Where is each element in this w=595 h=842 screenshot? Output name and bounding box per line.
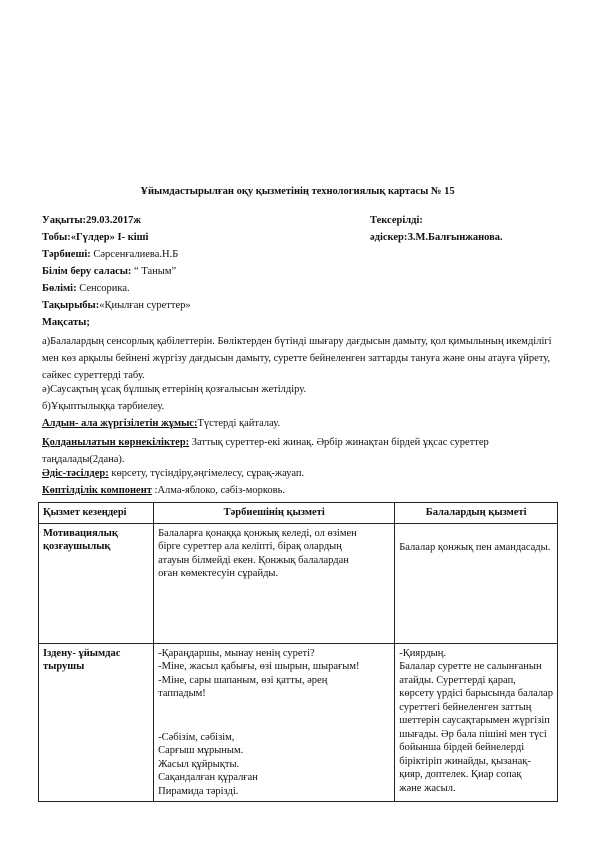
section-label: Бөлімі: [42, 283, 77, 294]
teacher-value: Сәрсенғалиева.Н.Б [90, 249, 179, 260]
children-line: Балалар суретте не салынғанын [399, 661, 542, 672]
prework-value: Түстерді қайталау. [197, 418, 281, 429]
goals-line [42, 317, 90, 328]
checked-line [370, 215, 423, 226]
children-line: шығады. Әр бала пішіні мен түсі [399, 728, 547, 740]
methods-value: көрсету, түсіндіру,әңгімелесу, сұрақ-жауап. [108, 468, 305, 479]
teacher-activity-cell [154, 523, 395, 643]
teacher-line: оған көмектесуін сұрайды. [158, 568, 279, 579]
goal-b [42, 401, 164, 412]
teacher-activity-cell [154, 643, 395, 802]
children-line: көрсету үрдісі барысында балалар [399, 688, 553, 699]
teacher-line: Пирамида тәрізді. [158, 785, 239, 797]
methods-label: Әдіс-тәсілдер: [42, 468, 109, 479]
children-line: біріктіріп жинайды, қызанақ- [399, 755, 531, 767]
bilingual-label: Көптілділік компонент [42, 485, 152, 496]
section-line [42, 283, 130, 294]
teacher-line: таппадым! [158, 688, 206, 699]
methodist-label: әдіскер: [370, 232, 408, 243]
children-line: қияр, доптелек. Қиар сопақ [399, 769, 522, 780]
bilingual-line [42, 485, 285, 496]
prework-line [42, 418, 280, 429]
checked-label: Тексерілді: [370, 215, 423, 226]
date-value: 29.03.2017ж [86, 215, 141, 226]
children-activity-cell [395, 643, 558, 802]
section-value: Сенсорика. [76, 283, 130, 294]
children-line: Балалар қонжық пен амандасады. [399, 541, 551, 553]
header-stages: Қызмет кезеңдері [39, 503, 154, 524]
header-children: Балалардың қызметі [395, 503, 558, 524]
teacher-line: -Қараңдаршы, мынау ненің суреті? [158, 647, 315, 659]
goal-a1-prefix: а) [42, 336, 51, 347]
table-row [39, 523, 558, 643]
document-title: Ұйымдастырылған оқу қызметінің технологиялық картасы № 15 [140, 186, 455, 197]
goal-a2 [42, 384, 306, 395]
children-line: суреттегі бейнеленген заттың [399, 701, 532, 713]
materials-label: Қолданылатын көрнекіліктер: [42, 437, 190, 448]
date-line [42, 215, 141, 226]
goals-label: Мақсаты; [42, 317, 90, 328]
group-value: «Гүлдер» І- кіші [70, 232, 149, 243]
teacher-label: Тәрбиеші: [42, 249, 91, 260]
group-line [42, 232, 148, 243]
children-activity-cell [395, 523, 558, 643]
date-label: Уақыты: [42, 215, 87, 226]
area-line [42, 266, 176, 277]
teacher-line: -Сәбізім, сәбізім, [158, 731, 235, 743]
stage-cell: Іздену- ұйымдас тырушы [39, 643, 154, 802]
table-row [39, 643, 558, 802]
goal-b-prefix: б) [42, 401, 51, 412]
teacher-line: бірге суреттер ала келіпті, бірақ олардың [158, 541, 342, 552]
group-label: Тобы: [42, 232, 71, 243]
teacher-line: атауын білмейді екен. Қонжық балалардан [158, 554, 349, 566]
teacher-line: -Міне, жасыл қабығы, өзі шырын, шырағым! [158, 661, 360, 672]
teacher-line: Балаларға қонаққа қонжық келеді, ол өзімен [158, 527, 357, 539]
teacher-line [42, 249, 178, 260]
stage-cell: Мотивациялық қозғаушылық [39, 523, 154, 643]
methods-line [42, 468, 304, 479]
area-value: “ Таным” [131, 266, 177, 277]
topic-line [42, 300, 191, 311]
methodist-line [370, 232, 503, 243]
prework-label: Алдын- ала жүргізілетін жұмыс: [42, 418, 198, 429]
table-header-row [39, 503, 558, 524]
topic-label: Тақырыбы: [42, 300, 100, 311]
teacher-line: Сақандалған құралған [158, 772, 258, 783]
teacher-line: Сарғыш мұрыным. [158, 745, 244, 756]
materials-line [42, 434, 552, 468]
materials-value: Заттық суреттер-екі жинақ. Әрбір жинақтан бірдей ұқсас суреттер таңдалады(2дана). [42, 437, 489, 465]
teacher-line: Жасыл құйрықты. [158, 758, 240, 770]
goal-a1 [42, 333, 552, 384]
children-line: шеттерін саусақтарымен жүргізіп [399, 715, 550, 726]
children-line: және жасыл. [399, 782, 456, 794]
header-teacher: Тәрбиешінің қызметі [154, 503, 395, 524]
goal-a2-prefix: ә) [42, 384, 51, 395]
goal-a2-text: Саусақтың ұсақ бұлшық еттерінің қозғалысын жетілдіру. [50, 384, 307, 395]
goal-a1-text: Балалардың сенсорлық қабілеттерін. Бөліктерден бүтінді шығару дағдысын дамыту, қол қимылының икемділігі мен көз арқылы бейнені жүргізу дағдысын дамыту, суретте бейнеленген заттарды тануға және оны атауға үйрету, сәйкес суреттерді табу. [42, 336, 552, 381]
goal-b-text: Ұқыптылыққа тәрбиелеу. [50, 401, 165, 412]
area-label: Білім беру саласы: [42, 266, 132, 277]
topic-value: «Қиылған суреттер» [99, 300, 191, 311]
bilingual-value: :Алма-яблоко, сәбіз-морковь. [151, 485, 286, 496]
children-line: бойынша бірдей бейнелерді [399, 742, 525, 753]
lesson-table [38, 502, 558, 802]
spacer [158, 701, 390, 731]
children-line: -Қиярдың. [399, 647, 446, 659]
teacher-line: -Міне, сары шапаным, өзі қатты, әрең [158, 674, 328, 686]
children-line: атайды. Суреттерді қарап, [399, 674, 516, 686]
methodist-value: З.М.Балғынжанова. [407, 232, 503, 243]
